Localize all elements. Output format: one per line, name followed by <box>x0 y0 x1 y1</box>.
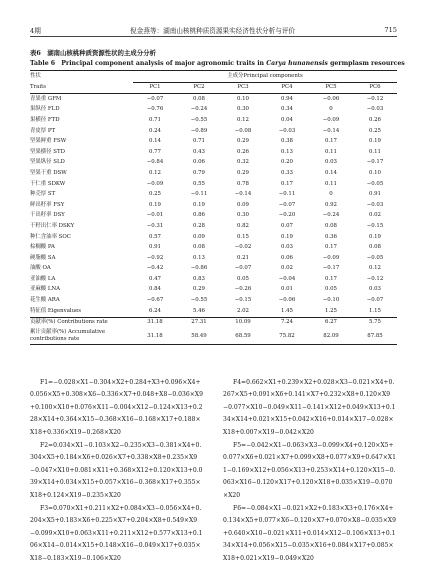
loading-cell: 0.91 <box>368 191 381 198</box>
table-row <box>30 147 397 158</box>
loading-cell: −0.07 <box>278 201 296 208</box>
loading-cell: 0.11 <box>324 148 337 155</box>
loading-cell: 0.19 <box>368 233 381 240</box>
header-rule <box>30 36 397 37</box>
loading-cell: 0.06 <box>280 254 293 261</box>
loading-cell: 0.26 <box>236 148 249 155</box>
loading-cell: −0.42 <box>146 265 164 272</box>
loading-cell: 0.55 <box>192 180 205 187</box>
loading-cell: −0.17 <box>366 159 384 166</box>
loading-cell: 0.12 <box>236 116 249 123</box>
loading-cell: 0.03 <box>280 244 293 251</box>
loading-cell: 0.15 <box>236 233 249 240</box>
loading-cell: 0.08 <box>192 95 205 102</box>
loading-cell: 0.19 <box>368 138 381 145</box>
table-row <box>30 190 397 201</box>
loading-cell: −0.06 <box>322 95 340 102</box>
loading-cell: −0.07 <box>366 297 384 304</box>
loading-cell: 0.03 <box>324 159 337 166</box>
loading-cell: 0.07 <box>280 222 293 229</box>
loading-cell: 0.25 <box>368 127 381 134</box>
loading-cell: 0.91 <box>148 244 161 251</box>
loading-cell: 0.05 <box>236 275 249 282</box>
loading-cell: −0.08 <box>234 127 252 134</box>
loading-cell: 0.13 <box>280 148 293 155</box>
table-row <box>30 264 397 275</box>
col-header-pc6: PC6 <box>353 83 397 94</box>
loading-cell: 0.09 <box>236 201 249 208</box>
trait-name-cell: 亚麻酸 LNA <box>30 286 61 293</box>
loading-cell: −0.55 <box>190 297 208 304</box>
loading-cell: 0.71 <box>148 116 161 123</box>
loading-cell: 0.47 <box>148 275 161 282</box>
loading-cell: 0.19 <box>280 233 293 240</box>
loading-cell: 0.05 <box>324 286 337 293</box>
table-row <box>30 137 397 148</box>
loading-cell: 0.11 <box>368 148 381 155</box>
col-header-pc4: PC4 <box>265 83 309 94</box>
loading-cell: −0.03 <box>278 127 296 134</box>
loading-cell: 0.09 <box>192 233 205 240</box>
loading-cell: 0.08 <box>324 222 337 229</box>
trait-header-en: Traits <box>30 83 133 94</box>
loading-cell: 0.38 <box>280 138 293 145</box>
loading-cell: 27.31 <box>177 317 221 328</box>
loading-cell: −0.09 <box>322 254 340 261</box>
loading-cell: 1.15 <box>368 307 381 314</box>
loading-cell: 5.46 <box>192 307 205 314</box>
table-row <box>30 317 397 328</box>
page-number: 715 <box>384 26 397 34</box>
loading-cell: 0.14 <box>324 169 337 176</box>
loading-cell: 0.14 <box>148 138 161 145</box>
loading-cell: 1.45 <box>280 307 293 314</box>
trait-name-cell: 亚油酸 LA <box>30 275 56 282</box>
loading-cell: −0.26 <box>234 286 252 293</box>
score-equation: F3=0.070×X1+0.211×X2+0.084×X3−0.056×X4+0.204×X5+0.183×X6+0.225×X7+0.204×X8+0.549×X9−0.099×X10+0.063×X11+0.211×X12+0.577×X13+0.106×X14−0.014×X15+0.148×X16−0.049×X17+0.035×X18−0.183×X19−0.106×X20 <box>30 505 203 562</box>
caption-species: Carya hunanensis <box>266 60 328 67</box>
table-row <box>30 94 397 105</box>
loading-cell: 0.10 <box>368 169 381 176</box>
loading-cell: 0.04 <box>280 116 293 123</box>
trait-name-cell: 贡献率(%) Contributions rate <box>30 317 133 328</box>
loading-cell: 0.17 <box>280 180 293 187</box>
loading-cell: −0.11 <box>190 191 208 198</box>
group-header-label: 主成分Principal components <box>227 72 303 79</box>
loading-cell: −0.14 <box>234 191 252 198</box>
table-row <box>30 253 397 264</box>
loading-cell: −0.12 <box>366 95 384 102</box>
loading-cell: −0.67 <box>146 297 164 304</box>
loading-cell: 0.32 <box>236 159 249 166</box>
col-header-pc5: PC5 <box>309 83 353 94</box>
trait-name-cell: 干出籽率 DSY <box>30 212 65 219</box>
loading-cell: 0.79 <box>192 169 205 176</box>
trait-name-cell: 种仁含油率 SOC <box>30 233 71 240</box>
loading-cell: 0 <box>329 106 333 113</box>
table-row <box>30 295 397 306</box>
trait-name-cell: 鲜出籽率 FSY <box>30 201 65 208</box>
loading-cell: −0.07 <box>146 95 164 102</box>
table-caption-cn: 表6 湖南山核桃种质资源性状的主成分分析 <box>30 49 156 57</box>
loading-cell: 0.36 <box>324 233 337 240</box>
loading-cell: −0.09 <box>322 116 340 123</box>
loading-cell: −0.04 <box>278 275 296 282</box>
loading-cell: −0.24 <box>322 212 340 219</box>
trait-name-cell: 特征值 Eigenvalues <box>30 307 82 314</box>
loading-cell: −0.05 <box>366 254 384 261</box>
loading-cell: −0.89 <box>190 127 208 134</box>
loading-cell: 0.13 <box>192 254 205 261</box>
table-row <box>30 115 397 126</box>
loading-cell: 0.82 <box>236 222 249 229</box>
loading-cell: 0 <box>329 191 333 198</box>
loading-cell: 0.24 <box>148 127 161 134</box>
equations-right-column <box>223 377 397 566</box>
trait-name-cell: 棕榈酸 PA <box>30 244 55 251</box>
loading-cell: −0.14 <box>322 127 340 134</box>
running-header <box>30 24 397 36</box>
loading-cell: 0.20 <box>280 159 293 166</box>
loading-cell: 0.83 <box>192 275 205 282</box>
score-equation: F6=−0.084×X1−0.021×X2+0.183×X3+0.176×X4+0.134×X5+0.077×X6−0.120×X7+0.070×X8−0.035×X9+0.640×X10−0.021×X11+0.014×X12−0.106×X13+0.134×X14+0.056×X15−0.035×X16+0.084×X17+0.085×X18+0.021×X19−0.049×X20 <box>223 505 396 562</box>
loading-cell: 31.18 <box>133 317 177 328</box>
loading-cell: 0.12 <box>148 169 161 176</box>
loading-cell: 0.19 <box>192 201 205 208</box>
trait-header-cn: 性状 <box>30 71 133 82</box>
trait-name-cell: 干仁重 SDKW <box>30 180 66 187</box>
loading-cell: 0.28 <box>192 222 205 229</box>
table-row <box>30 232 397 243</box>
table-caption-en <box>30 58 405 67</box>
loading-cell: −0.09 <box>146 180 164 187</box>
loading-cell: −0.11 <box>278 191 296 198</box>
loading-cell: 5.75 <box>353 317 397 328</box>
loading-cell: 2.02 <box>236 307 249 314</box>
loading-cell: −0.86 <box>190 265 208 272</box>
loading-cell: 0.19 <box>148 201 161 208</box>
group-header <box>133 71 397 82</box>
trait-name-cell: 干籽出仁率 DSKY <box>30 222 75 229</box>
loading-cell: 75.82 <box>265 328 309 345</box>
loading-cell: 82.09 <box>309 328 353 345</box>
loading-cell: −0.24 <box>190 106 208 113</box>
table-row <box>30 243 397 254</box>
loading-cell: −0.84 <box>146 159 164 166</box>
loading-cell: 0.25 <box>148 191 161 198</box>
issue-label: 4期 <box>30 27 41 35</box>
loading-cell: 0.57 <box>148 233 161 240</box>
loading-cell: 0.92 <box>324 201 337 208</box>
loading-cell: −0.55 <box>190 116 208 123</box>
loading-cell: 0.71 <box>192 138 205 145</box>
loading-cell: 0.86 <box>192 212 205 219</box>
trait-name-cell: 果纵径 FLD <box>30 106 60 113</box>
trait-name-cell: 青果重 GFM <box>30 95 62 102</box>
loading-cell: 0.17 <box>324 275 337 282</box>
table-row <box>30 168 397 179</box>
loading-cell: 0.01 <box>280 286 293 293</box>
trait-name-cell: 坚果横径 STD <box>30 148 65 155</box>
loading-cell: 87.85 <box>353 328 397 345</box>
score-equation: F5=−0.042×X1−0.063×X3−0.099×X4+0.120×X5+0.077×X6+0.021×X7+0.099×X8+0.077×X9+0.647×X11−0.169×X12+0.056×X13+0.253×X14+0.120×X15−0.063×X16−0.120×X17+0.120×X18+0.035×X19−0.070×X20 <box>223 442 396 499</box>
loading-cell: 0.02 <box>368 212 381 219</box>
loading-cell: −0.06 <box>278 297 296 304</box>
loading-cell: 6.24 <box>148 307 161 314</box>
loading-cell: 0.29 <box>236 138 249 145</box>
table-row <box>30 105 397 116</box>
loading-cell: 0.12 <box>368 265 381 272</box>
trait-name-cell: 果横径 FTD <box>30 116 60 123</box>
loading-cell: 0.29 <box>236 169 249 176</box>
trait-name-cell: 累计贡献率(%) Accumulative contributions rate <box>30 328 133 345</box>
loading-cell: 0.33 <box>280 169 293 176</box>
loading-cell: −0.31 <box>146 222 164 229</box>
trait-name-cell: 种壳厚 ST <box>30 191 56 198</box>
trait-name-cell: 花生酸 ARA <box>30 297 60 304</box>
loading-cell: −0.03 <box>366 201 384 208</box>
col-header-pc2: PC2 <box>177 83 221 94</box>
loading-cell: −0.10 <box>322 297 340 304</box>
loading-cell: 0.11 <box>324 180 337 187</box>
loading-cell: 31.18 <box>133 328 177 345</box>
loading-cell: −0.07 <box>234 265 252 272</box>
loading-cell: −0.03 <box>366 106 384 113</box>
trait-name-cell: 青皮厚 PT <box>30 127 56 134</box>
loading-cell: 6.27 <box>309 317 353 328</box>
score-equation: F2=0.034×X1−0.103×X2−0.235×X3−0.381×X4+0.304×X5+0.184×X6+0.026×X7+0.338×X8+0.235×X9−0.047×X10+0.081×X11+0.368×X12+0.120×X13+0.039×X14+0.034×X15+0.057×X16−0.368×X17+0.355×X18+0.124×X19−0.235×X20 <box>30 442 203 499</box>
loading-cell: 0.26 <box>368 116 381 123</box>
loading-cell: 0.03 <box>368 286 381 293</box>
loading-cell: 68.59 <box>221 328 265 345</box>
table-row <box>30 126 397 137</box>
loading-cell: 0.06 <box>192 159 205 166</box>
table-row <box>30 306 397 317</box>
equations-left-column <box>30 377 204 566</box>
loading-cell: −0.05 <box>366 180 384 187</box>
loading-cell: 1.25 <box>324 307 337 314</box>
table-row <box>30 328 397 345</box>
loading-cell: −0.15 <box>234 297 252 304</box>
col-header-pc3: PC3 <box>221 83 265 94</box>
table-row <box>30 274 397 285</box>
loading-cell: 0.29 <box>192 286 205 293</box>
loading-cell: 0.08 <box>368 244 381 251</box>
table-header-row-2 <box>30 83 397 94</box>
loading-cell: 0.30 <box>236 212 249 219</box>
loading-cell: 58.49 <box>177 328 221 345</box>
loading-cell: 0.21 <box>236 254 249 261</box>
loading-cell: −0.12 <box>366 275 384 282</box>
loading-cell: −0.15 <box>366 222 384 229</box>
score-equation: F1=−0.028×X1−0.304×X2+0.284+X3+0.096×X4+0.056×X5+0.308×X6−0.336×X7+0.048+X8−0.036×X9+0.100×X10+0.076×X11−0.004×X12−0.124×X13+0.228×X14+0.364×X15−0.368×X16−0.168×X17+0.188×X18+0.336×X19−0.268×X20 <box>30 379 203 436</box>
table-row <box>30 221 397 232</box>
loading-cell: 0.02 <box>280 265 293 272</box>
caption-en-suffix: germplasm resources <box>327 60 405 67</box>
loading-cell: 0.17 <box>324 244 337 251</box>
loading-cell: −0.92 <box>146 254 164 261</box>
trait-name-cell: 硬脂酸 SA <box>30 254 56 261</box>
score-equation: F4=0.662×X1+0.239×X2+0.028×X3−0.021×X4+0.267×X5+0.091×X6+0.141×X7+0.232×X8+0.120×X9−0.077×X10−0.049×X11−0.141×X12+0.049×X13+0.134×X14+0.021×X15+0.042×X16+0.014×X17−0.028×X18+0.007×X19−0.042×X20 <box>223 379 396 436</box>
trait-name-cell: 油酸 OA <box>30 265 51 272</box>
loading-cell: −0.20 <box>278 212 296 219</box>
col-header-pc1: PC1 <box>133 83 177 94</box>
loading-cell: 0.10 <box>236 95 249 102</box>
table-row <box>30 179 397 190</box>
pca-table <box>30 70 397 345</box>
loading-cell: 0.30 <box>236 106 249 113</box>
loading-cell: −0.76 <box>146 106 164 113</box>
table-row <box>30 200 397 211</box>
loading-cell: −0.02 <box>234 244 252 251</box>
table-row <box>30 211 397 222</box>
trait-name-cell: 坚果纵径 SLD <box>30 159 65 166</box>
loading-cell: 0.78 <box>236 180 249 187</box>
running-title: 倪金燕等：湖南山核桃种质资源果实经济性状分析与评价 <box>130 27 296 35</box>
table-header-row-1 <box>30 71 397 82</box>
loading-cell: 0.34 <box>280 106 293 113</box>
loading-cell: 0.08 <box>192 244 205 251</box>
caption-en-prefix: Table 6 Principal component analysis of major agronomic traits in <box>30 60 267 67</box>
table-body <box>30 94 397 345</box>
loading-cell: 0.77 <box>148 148 161 155</box>
loading-cell: 0.17 <box>324 138 337 145</box>
loading-cell: 7.24 <box>265 317 309 328</box>
loading-cell: −0.01 <box>146 212 164 219</box>
loading-cell: −0.17 <box>322 265 340 272</box>
loading-cell: 10.09 <box>221 317 265 328</box>
trait-name-cell: 坚果干重 DSW <box>30 169 67 176</box>
loading-cell: 0.94 <box>280 95 293 102</box>
loading-cell: 0.84 <box>148 286 161 293</box>
loading-cell: 0.43 <box>192 148 205 155</box>
trait-name-cell: 坚果鲜重 FSW <box>30 138 67 145</box>
equations-section <box>30 377 397 566</box>
table-row <box>30 158 397 169</box>
table-row <box>30 285 397 296</box>
